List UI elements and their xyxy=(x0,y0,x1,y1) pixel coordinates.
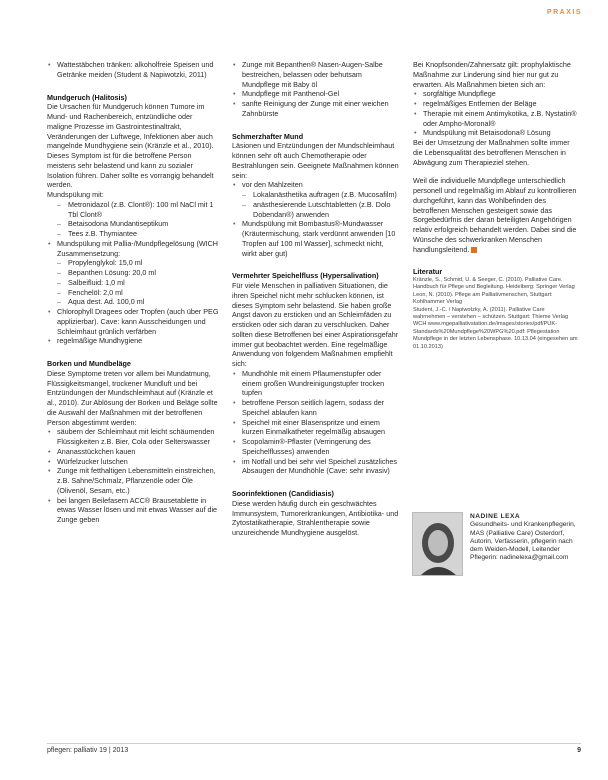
list-item: – Fenchelöl: 2,0 ml xyxy=(47,288,219,298)
list-item: – Metronidazol (z.B. Clont®): 100 ml NaCl mit 1 Tbl Clont® xyxy=(47,200,219,220)
heading-hypersalivation: Vermehrter Speichelfluss (Hypersalivation) xyxy=(232,271,379,281)
column-2 xyxy=(232,60,400,538)
list-item: • Zunge mit fetthaltigen Lebensmitteln einstreichen, z.B. Sahne/Schmalz, Pflanzenöle oder Öle (Olivenöl, Sesam, etc.) xyxy=(47,466,219,495)
literature-entry: Kränzle, S., Schmid, U. & Seeger, C. (2010). Palliative Care. Handbuch für Pflege und Begleitung. Heidelberg: Springer Verlag xyxy=(413,277,575,291)
schmerz-list xyxy=(232,180,400,258)
list-item: • Scopolamin®-Pflaster (Verringerung des Speichelflusses) anwenden xyxy=(232,437,400,457)
author-block xyxy=(470,513,582,563)
author-bio: Gesundheits- und Krankenpflegerin, MAS (Palliative Care) Osterdorf, Autorin, Verfasserin, pflegerin nach dem Weiden-Modell, Leitender Pflegerin: nadinelexa@gmail.com xyxy=(470,521,576,562)
list-item: – Betaisodona Mundantiseptikum xyxy=(47,219,219,229)
list-item: • Therapie mit einem Antimykotika, z.B. Nystatin® oder Ampho-Moronal® xyxy=(413,109,578,129)
footer-divider xyxy=(47,743,581,744)
heading-literatur: Literatur xyxy=(413,267,443,277)
list-item: • Mundpflege mit Panthenol-Gel xyxy=(232,89,400,99)
list-item: • Mundspülung mit Betaisodona® Lösung xyxy=(413,128,578,138)
paragraph-soor-cont: Bei Knopfsonden/Zahnersatz gilt: prophylaktische Maßnahme zur Linderung sind hier nur gut zu erwarten. Als Maßnahmen bieten sich an: xyxy=(413,60,571,89)
list-item: • Wattestäbchen tränken: alkoholfreie Speisen und Getränke meiden (Student & Napiwotzki, 2011) xyxy=(47,60,219,80)
list-item: • sorgfältige Mundpflege xyxy=(413,89,578,99)
list-item: – Aqua dest. Ad. 100,0 ml xyxy=(47,297,219,307)
paragraph-soor: Diese werden häufig durch ein geschwächtes Immunsystem, Tumorerkrankungen, Antibiotika- und Zytostatikatherapie, Strahlentherapie sowie unzureichende Mundhygiene ausgelöst. xyxy=(232,498,399,537)
list-item: • regelmäßiges Entfernen der Beläge xyxy=(413,99,578,109)
list-item: • regelmäßige Mundhygiene xyxy=(47,336,219,346)
footer-publication: pflegen: palliativ 19 | 2013 xyxy=(47,747,129,754)
literature-entry: WCH www.mgepalliativstation.de/images/stories/pdf/PUK-Standards%20Mundpflege%20WPG%20.pdf: Pflegestation Mundpflege in der letzten Lebensphase. 10.13.04 (eingesehen am 01.10.2013) xyxy=(413,321,578,350)
list-item: • säubern der Schleimhaut mit leicht schäumenden Flüssigkeiten z.B. Bier, Cola oder Selterswasser xyxy=(47,427,219,447)
heading-borken: Borken und Mundbeläge xyxy=(47,359,131,368)
list-item: – Propylenglykol: 15,0 ml xyxy=(47,258,219,268)
paragraph-borken: Diese Symptome treten vor allem bei Mundatmung, Flüssigkeitsmangel, trockener Mundluft und bei Entzündungen der Mundschleimhaut auf (Kränzle et al., 2010). Zur Ablösung der Borken und Beläge sollte die Auswahl der Maßnahmen mit der betroffenen Person abgestimmt werden: xyxy=(47,368,218,427)
list-item: • Chlorophyll Dragees oder Tropfen (auch über PEG applizierbar). Cave: kann Ausscheidungen und Schleimhaut grünlich verfärben xyxy=(47,307,219,336)
list-item: – Tees z.B. Thymiantee xyxy=(47,229,219,239)
heading-schmerzhafter-mund: Schmerzhafter Mund xyxy=(232,131,304,141)
list-item: – Salbeifluid: 1,0 ml xyxy=(47,278,219,288)
list-item: • Speichel mit einer Blasenspritze und einem kurzen Einmalkatheter regelmäßig absaugen xyxy=(232,418,400,438)
list-item: • Mundspülung mit Pallia-/Mundpflegelösung (WICH Zusammensetzung: xyxy=(47,239,219,259)
list-item: • Würfelzucker lutschen xyxy=(47,457,219,467)
list-item: • Ananasstückchen kauen xyxy=(47,447,219,457)
list-item: – anästhesierende Lutschtabletten (z.B. Dolo Dobendan®) anwenden xyxy=(232,200,400,220)
list-item: • im Notfall und bei sehr viel Speichel zusätzliches Absaugen der Mundhöhle (Cave: sehr invasiv) xyxy=(232,457,400,477)
author-name: NADINE LEXA xyxy=(470,513,521,520)
literature-entry: Leon, N. (2010). Pflege am Palliativmenschen, Stuttgart: Kohlhammer Verlag xyxy=(413,291,553,306)
halitosis-list xyxy=(47,200,219,346)
column-3 xyxy=(413,60,578,351)
end-mark xyxy=(471,247,477,253)
list-item: • Mundhöhle mit einem Pflaumenstupfer oder einem großen Wundreinigungstupfer trocken tupfen xyxy=(232,369,400,398)
author-photo xyxy=(412,512,463,576)
conclusion-text: Weil die individuelle Mundpflege unterschiedlich personell und regelmäßig im Ablauf zu kontrollieren durchgeführt, kann das Wohlbefinden des betroffenen Menschen gesteigert sowie das Sorgebedürfnis der daran beteiligten Angehörigen relativ erfolgreich behandelt werden. Dabei sind die Wünsche des schwerkranken Menschen handlungsleitend. xyxy=(413,176,577,254)
paragraph-hypersalivation: Für viele Menschen in palliativen Situationen, die ihren Speichel nicht mehr schlucken können, ist dieses Symptom sehr belastend. Sie haben große Angst davon zu ersticken und an Schleimfäden zu ersticken oder sich daran zu verschlucken. Daher sollten diese Betroffenen bei einer Aspirationsgefahr immer gut beobachtet werden. Eine regelmäßige Anwendung von folgendem Maßnahmen empfiehlt sich: xyxy=(232,281,399,368)
list-item: – Bepanthen Lösung: 20,0 ml xyxy=(47,268,219,278)
literature-list xyxy=(413,277,578,351)
paragraph-halitosis: Die Ursachen für Mundgeruch können Tumore im Mund- und Rachenbereich, entzündliche oder maligne Prozesse im Gastrointestinaltrakt, Veränderungen der Luftwege, Infektionen aber auch mangelnde Mundhygiene sein (Kränzle et al., 2010). Dieses Symptom ist für die betroffene Person meistens sehr belastend und kann zu sozialer Isolation führen. Daher sollte es vorrangig behandelt werden. xyxy=(47,102,214,190)
list-item: • betroffene Person seitlich lagern, sodass der Speichel ablaufen kann xyxy=(232,398,400,418)
literature-entry: Student, J.-C. / Napiwotzky, A. (2011). Palliative Care wahrnehmen – verstehen – schützen. Stuttgart: Thieme Verlag xyxy=(413,306,569,321)
paragraph-schmerzhafter-mund: Läsionen und Entzündungen der Mundschleimhaut können sehr oft auch Chemotherapie oder Bestrahlungen sein. Geeignete Maßnahmen können sein: xyxy=(232,141,399,180)
heading-soor: Soorinfektionen (Candidiasis) xyxy=(232,489,334,498)
section-label: PRAXIS xyxy=(546,9,582,16)
col2-top-list xyxy=(232,60,400,119)
footer-page-number: 9 xyxy=(577,747,581,754)
list-item: • vor den Mahlzeiten xyxy=(232,180,400,190)
list-item: – Lokalanästhetika auftragen (z.B. Mucosafilm) xyxy=(232,190,400,200)
footer xyxy=(47,747,581,759)
list-item: • bei langen Beilefasern ACC® Brausetablette in etwas Wasser lösen und mit etwas Wasser auf die Zunge geben xyxy=(47,496,219,525)
column-1 xyxy=(47,60,219,525)
soor-list xyxy=(413,89,578,138)
borken-list xyxy=(47,427,219,525)
list-item: • Mundspülung mit Bombastus®-Mundwasser (Kräutermischung, stark verdünnt anwenden [10 Tropfen auf 100 ml Wasser], schmeckt nicht, wirkt aber gut) xyxy=(232,219,400,258)
paragraph-umsetzung: Bei der Umsetzung der Maßnahmen sollte immer die Lebensqualität des betroffenen Menschen in Abwägung zum Therapieziel stehen. xyxy=(413,138,570,167)
paragraph-conclusion xyxy=(413,176,578,254)
hypersalivation-list xyxy=(232,369,400,476)
list-item: • Zunge mit Bepanthen® Nasen-Augen-Salbe bestreichen, belassen oder behutsam Mundpflege mit Baby öl xyxy=(232,60,400,89)
list-item: • sanfte Reinigung der Zunge mit einer weichen Zahnbürste xyxy=(232,99,400,119)
col1-top-list xyxy=(47,60,219,80)
paragraph-mundspuelung: Mundspülung mit: xyxy=(47,190,104,199)
heading-halitosis: Mundgeruch (Halitosis) xyxy=(47,92,127,102)
